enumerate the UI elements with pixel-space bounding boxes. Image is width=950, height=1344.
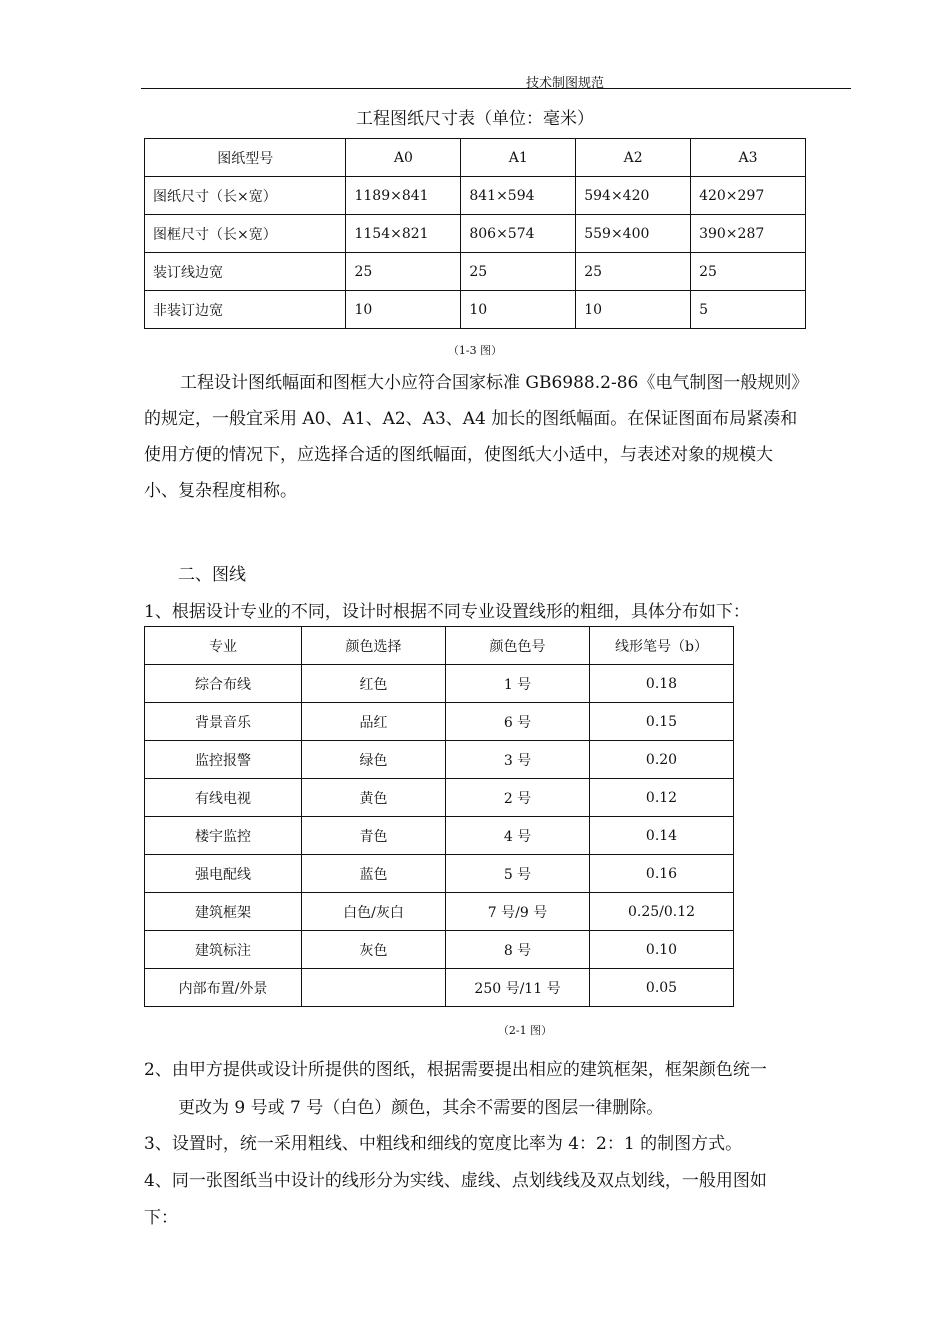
table-cell: 4 号 [446,817,590,855]
table-cell: 品红 [302,703,446,741]
paragraph-line: 的规定，一般宜采用 A0、A1、A2、A3、A4 加长的图纸幅面。在保证图面布局紧凑和 [144,409,798,429]
list-item: 3、设置时，统一采用粗线、中粗线和细线的宽度比率为 4：2：1 的制图方式。 [144,1134,743,1154]
body-paragraph [144,365,850,509]
table-cell: 10 [346,291,461,329]
table-row [145,665,734,703]
table-cell: 1 号 [446,665,590,703]
table-cell: 6 号 [446,703,590,741]
table-cell: 背景音乐 [145,703,302,741]
table-cell: 25 [346,253,461,291]
paragraph-line: 小、复杂程度相称。 [144,481,297,501]
table-row [145,931,734,969]
table-cell: 红色 [302,665,446,703]
header-title: 技术制图规范 [526,76,605,91]
table-row [145,817,734,855]
table-header-cell: 线形笔号（b） [590,627,734,665]
table-cell: 非装订边宽 [145,291,346,329]
table-row [145,779,734,817]
table-cell: 0.10 [590,931,734,969]
table-cell: 楼宇监控 [145,817,302,855]
table-cell: 内部布置/外景 [145,969,302,1007]
list-item-continuation: 更改为 9 号或 7 号（白色）颜色，其余不需要的图层一律删除。 [178,1098,664,1118]
table-row [145,969,734,1007]
table-cell: 建筑框架 [145,893,302,931]
table-row [145,703,734,741]
table-row [145,291,806,329]
table-cell: 841×594 [461,177,576,215]
table-cell: 0.15 [590,703,734,741]
table-header-cell: 颜色色号 [446,627,590,665]
table-cell: 图框尺寸（长×宽） [145,215,346,253]
table-cell: 青色 [302,817,446,855]
section-heading: 二、图线 [178,565,246,585]
table-cell: 0.05 [590,969,734,1007]
table-cell: 420×297 [691,177,806,215]
figure-label: （2-1 图） [497,1024,553,1037]
table-cell: 2 号 [446,779,590,817]
table-cell: 0.25/0.12 [590,893,734,931]
table-cell: 559×400 [576,215,691,253]
list-item: 4、同一张图纸当中设计的线形分为实线、虚线、点划线线及双点划线，一般用图如 [144,1171,767,1191]
table-header-cell: A2 [576,139,691,177]
table-cell: 10 [576,291,691,329]
paragraph-line: 使用方便的情况下，应选择合适的图纸幅面，使图纸大小适中，与表述对象的规模大 [144,445,773,465]
table-cell: 10 [461,291,576,329]
table-cell: 0.14 [590,817,734,855]
list-item-continuation: 下： [144,1208,178,1228]
table-cell: 3 号 [446,741,590,779]
table-cell: 0.12 [590,779,734,817]
table-cell: 强电配线 [145,855,302,893]
table-cell: 5 [691,291,806,329]
table-cell: 0.20 [590,741,734,779]
table-cell: 监控报警 [145,741,302,779]
table-header-cell: 图纸型号 [145,139,346,177]
table-cell: 594×420 [576,177,691,215]
table-cell: 建筑标注 [145,931,302,969]
table-cell: 25 [576,253,691,291]
table-cell: 8 号 [446,931,590,969]
table-cell: 白色/灰白 [302,893,446,931]
table-cell: 黄色 [302,779,446,817]
table-cell: 7 号/9 号 [446,893,590,931]
table-cell: 0.16 [590,855,734,893]
table-cell: 0.18 [590,665,734,703]
table-cell: 有线电视 [145,779,302,817]
table-cell: 图纸尺寸（长×宽） [145,177,346,215]
table-cell: 综合布线 [145,665,302,703]
table-row [145,177,806,215]
table-header-cell: A3 [691,139,806,177]
table-header-cell: 颜色选择 [302,627,446,665]
table-row [145,893,734,931]
table-cell: 1189×841 [346,177,461,215]
paragraph-line: 工程设计图纸幅面和图框大小应符合国家标准 GB6988.2-86《电气制图一般规则》 [180,373,809,393]
table-cell: 25 [461,253,576,291]
table-cell: 390×287 [691,215,806,253]
table-cell: 蓝色 [302,855,446,893]
table1-caption: 工程图纸尺寸表（单位：毫米） [356,109,594,129]
header-rule [141,88,851,89]
paper-size-table [144,138,806,329]
table-cell: 1154×821 [346,215,461,253]
table-cell: 5 号 [446,855,590,893]
table-cell: 绿色 [302,741,446,779]
table-row [145,741,734,779]
table-cell [302,969,446,1007]
table-cell: 25 [691,253,806,291]
table-header-cell: A0 [346,139,461,177]
table-row [145,855,734,893]
figure-label: （1-3 图） [447,344,503,357]
list-item: 2、由甲方提供或设计所提供的图纸，根据需要提出相应的建筑框架，框架颜色统一 [144,1060,767,1080]
table-header-cell: 专业 [145,627,302,665]
table-header-cell: A1 [461,139,576,177]
line-type-table [144,626,734,1007]
table-header-row [145,627,734,665]
list-item: 1、根据设计专业的不同，设计时根据不同专业设置线形的粗细，具体分布如下： [144,602,750,622]
table-cell: 装订线边宽 [145,253,346,291]
table-row [145,253,806,291]
table-cell: 806×574 [461,215,576,253]
table-row [145,215,806,253]
table-cell: 灰色 [302,931,446,969]
table-cell: 250 号/11 号 [446,969,590,1007]
table-header-row [145,139,806,177]
